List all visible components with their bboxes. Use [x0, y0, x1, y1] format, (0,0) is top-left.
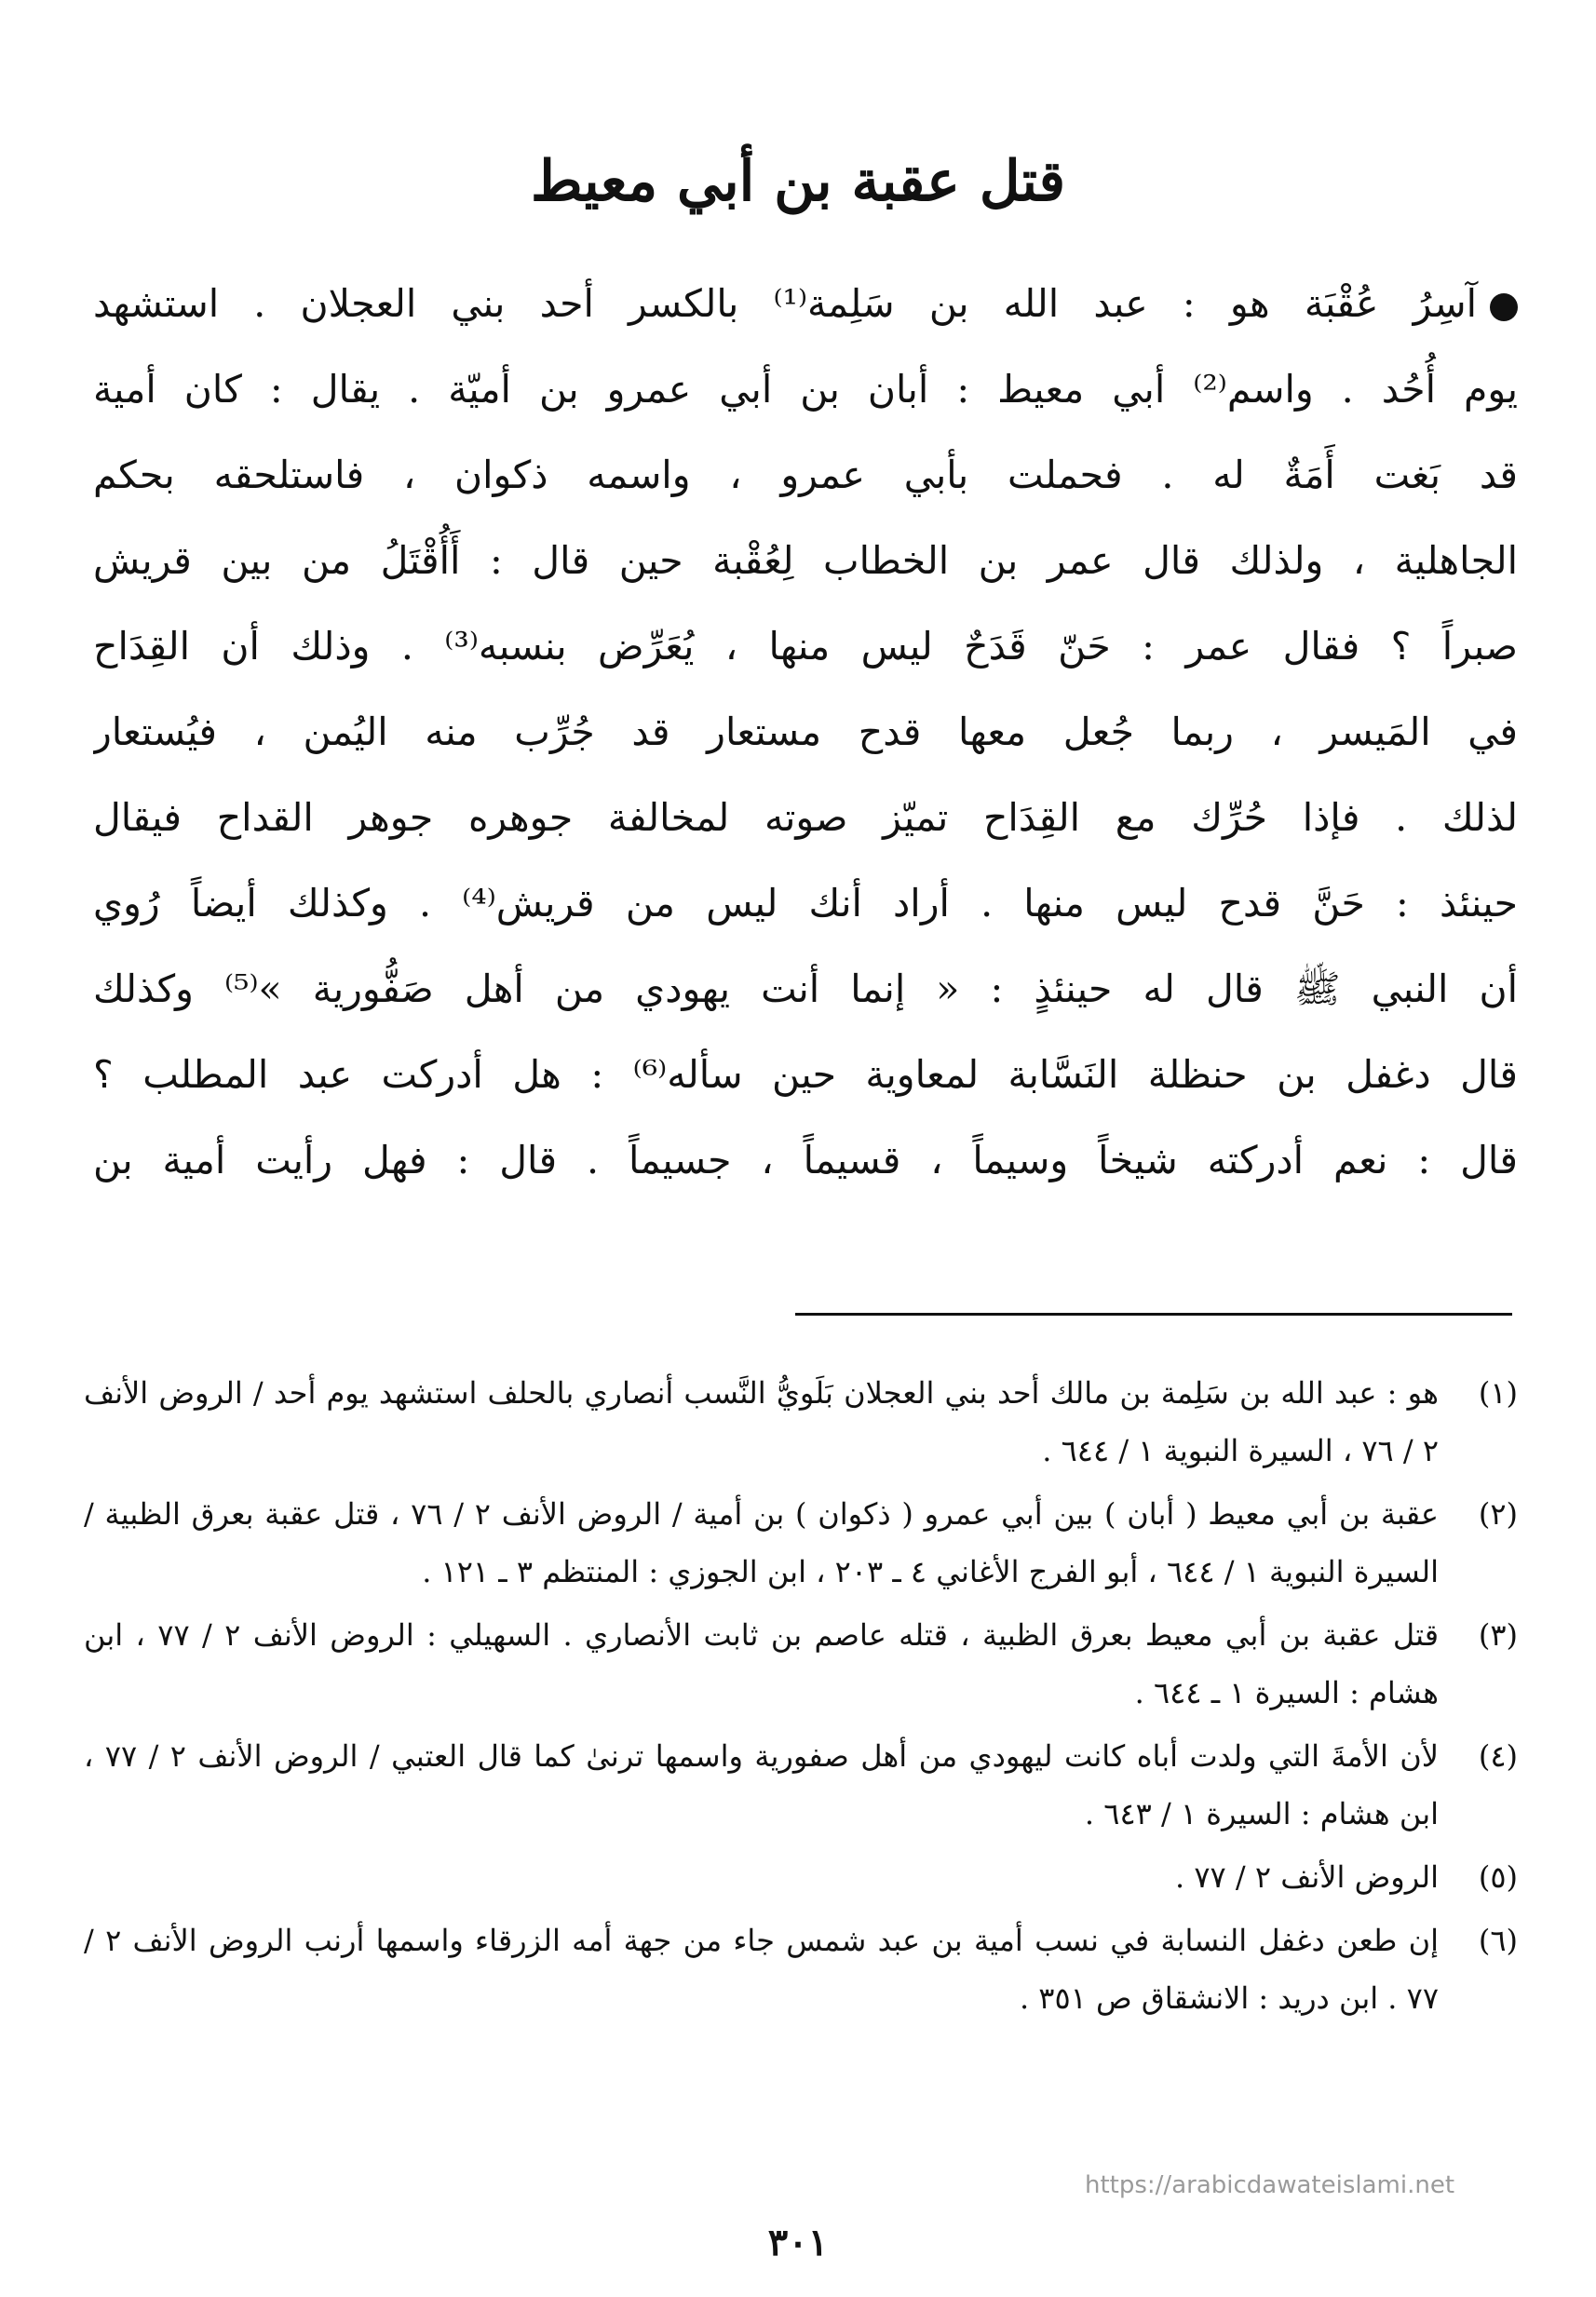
footnote-5	[84, 1848, 1518, 1906]
footnote-text: هو : عبد الله بن سَلِمة بن مالك أحد بني العجلان بَلَويُّ النَّسب أنصاري بالحلف استشهد يوم أحد / الروض الأنف ٢ / ٧٦ ، السيرة النبوية ١ / ٦٤٤ .	[84, 1375, 1440, 1468]
footnote-4	[84, 1727, 1518, 1843]
footnote-separator	[795, 1313, 1512, 1316]
footnote-text: قتل عقبة بن أبي معيط بعرق الظبية ، قتله عاصم بن ثابت الأنصاري . السهيلي : الروض الأنف ٢ / ٧٧ ، ابن هشام : السيرة ١ ـ ٦٤٤ .	[84, 1617, 1440, 1710]
footnote-number: (٣)	[1478, 1617, 1518, 1653]
chapter-title: قتل عقبة بن أبي معيط	[530, 149, 1066, 214]
footnotes	[84, 1364, 1518, 2033]
footnote-text: إن طعن دغفل النسابة في نسب أمية بن عبد شمس جاء من جهة أمه الزرقاء واسمها أرنب الروض الأنف ٢ / ٧٧ . ابن دريد : الانشقاق ص ٣٥١ .	[84, 1923, 1440, 2016]
main-line: في المَيسر ، ربما جُعل معها قدح مستعار قد جُرِّب منه اليُمن ، فيُستعار	[93, 709, 1518, 754]
main-line: أن النبي ﷺ قال له حينئذٍ : « إنما أنت يهودي من أهل صَفُّورية »⁽⁵⁾ وكذلك	[93, 966, 1518, 1011]
main-line: صبراً ؟ فقال عمر : حَنّ قَدَحٌ ليس منها ، يُعَرِّض بنسبه⁽³⁾ . وذلك أن القِدَاح	[93, 624, 1518, 669]
footnote-text: عقبة بن أبي معيط ( أبان ) بين أبي عمرو ( ذكوان ) بن أمية / الروض الأنف ٢ / ٧٦ ، قتل عقبة بعرق الظبية / السيرة النبوية ١ / ٦٤٤ ، أبو الفرج الأغاني ٤ ـ ٢٠٣ ، ابن الجوزي : المنتظم ٣ ـ ١٢١ .	[84, 1496, 1440, 1589]
footnote-number: (١)	[1478, 1375, 1518, 1411]
footnote-3	[84, 1606, 1518, 1722]
footnote-number: (٥)	[1478, 1859, 1518, 1895]
bullet-icon	[1490, 293, 1518, 321]
main-line: قال : نعم أدركته شيخاً وسيماً ، قسيماً ، جسيماً . قال : فهل رأيت أمية بن	[93, 1138, 1518, 1182]
footnote-1	[84, 1364, 1518, 1480]
footnote-6	[84, 1912, 1518, 2027]
main-line: لذلك . فإذا حُرِّك مع القِدَاح تميّز صوته لمخالفة جوهره جوهر القداح فيقال	[93, 795, 1518, 840]
footnote-text: الروض الأنف ٢ / ٧٧ .	[1175, 1859, 1439, 1895]
footnote-text: لأن الأمةَ التي ولدت أباه كانت ليهودي من أهل صفورية واسمها ترنىٰ كما قال العتبي / الروض الأنف ٢ / ٧٧ ، ابن هشام : السيرة ١ / ٦٤٣ .	[84, 1738, 1440, 1831]
main-line: قال دغفل بن حنظلة النَسَّابة لمعاوية حين سأله⁽⁶⁾ : هل أدركت عبد المطلب ؟	[93, 1052, 1518, 1097]
main-line: حينئذ : حَنَّ قدح ليس منها . أراد أنك ليس من قريش⁽⁴⁾ . وكذلك أيضاً رُوي	[93, 881, 1518, 926]
footnote-number: (٢)	[1478, 1496, 1518, 1532]
main-line: الجاهلية ، ولذلك قال عمر بن الخطاب لِعُقْبة حين قال : أَأُقْتَلُ من بين قريش	[93, 538, 1518, 583]
main-line: آسِرُ عُقْبَة هو : عبد الله بن سَلِمة⁽¹⁾ بالكسر أحد بني العجلان . استشهد	[93, 261, 1518, 346]
main-line: يوم أُحُد . واسم⁽²⁾ أبي معيط : أبان بن أبي عمرو بن أميّة . يقال : كان أمية	[93, 367, 1518, 412]
main-text	[93, 261, 1518, 1203]
footnote-number: (٤)	[1478, 1738, 1518, 1774]
main-line: قد بَغت أَمَةٌ له . فحملت بأبي عمرو ، واسمه ذكوان ، فاستلحقه بحكم	[93, 453, 1518, 497]
footnote-number: (٦)	[1478, 1923, 1518, 1958]
page-number: ٣٠١	[767, 2221, 829, 2264]
watermark-url: https://arabicdawateislami.net	[1085, 2171, 1455, 2199]
footnote-2	[84, 1485, 1518, 1601]
